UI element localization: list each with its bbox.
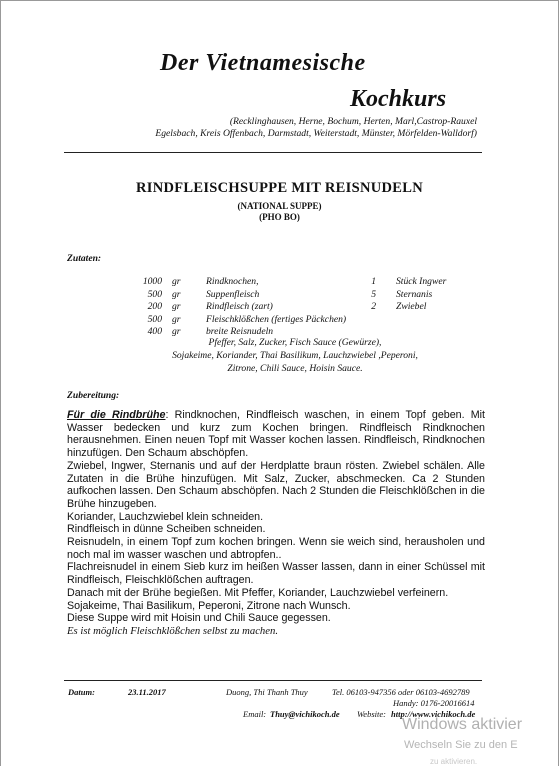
telephone: Tel. 06103-947356 oder 06103-4692789: [332, 687, 470, 697]
prep-paragraph: Diese Suppe wird mit Hoisin und Chili Sauce gegessen.: [67, 612, 331, 625]
prep-paragraph: [67, 409, 485, 460]
prep-paragraph: Koriander, Lauchzwiebel klein schneiden.: [67, 510, 264, 523]
ingredient-qty: 500: [147, 314, 162, 325]
spice-qty: 5: [371, 289, 376, 300]
spice-qty: 2: [371, 301, 376, 312]
locations-line-1: (Recklinghausen, Herne, Bochum, Herten, Marl,Castrop-Rauxel: [229, 116, 477, 127]
seasonings: [130, 336, 460, 375]
windows-activation-hint-2: zu aktivieren.: [430, 757, 478, 766]
windows-activation-hint: Wechseln Sie zu den E: [404, 739, 518, 751]
header-divider: [64, 152, 482, 153]
spice-name: Stück Ingwer: [396, 276, 447, 287]
locations: [155, 116, 477, 139]
ingredient-unit: gr: [172, 289, 181, 300]
seasonings-line-1: Pfeffer, Salz, Zucker, Fisch Sauce (Gewürze),: [208, 337, 382, 348]
prep-paragraph: Rindfleisch in dünne Scheiben schneiden.: [67, 523, 266, 536]
ingredient-unit: gr: [172, 326, 181, 337]
ingredient-qty: 400: [147, 326, 162, 337]
preparation-text: [67, 409, 485, 638]
website-link[interactable]: http://www.vichikoch.de: [391, 709, 476, 719]
spice-name: Zwiebel: [396, 301, 427, 312]
prep-paragraph-text: : Rindknochen, Rindfleisch waschen, in einem Topf geben. Mit Wasser bedecken und kurz zum Kochen bringen. Rindfleisch Rindknochen herausnehmen. Einen neuen Topf mit Wasser kochen lassen. Rindfleisch, Rindknochen hinzufügen. Den Schaum abschöpfen.: [67, 409, 486, 460]
prep-paragraph: Sojakeime, Thai Basilikum, Peperoni, Zitrone nach Wunsch.: [67, 599, 351, 612]
spice-qty: 1: [371, 276, 376, 287]
footer-divider: [64, 680, 482, 681]
spice-name: Sternanis: [396, 289, 433, 300]
ingredient-qty: 1000: [142, 276, 162, 287]
ingredient-name: Fleischklößchen (fertiges Päckchen): [206, 314, 347, 325]
recipe-title: RINDFLEISCHSUPPE MIT REISNUDELN: [135, 180, 423, 196]
page-border-top: [0, 0, 559, 1]
locations-line-2: Egelsbach, Kreis Offenbach, Darmstadt, Weiterstadt, Münster, Mörfelden-Walldorf): [155, 127, 477, 139]
brand-line-2: Kochkurs: [350, 86, 447, 112]
mobile-phone: Handy: 0176-20016614: [393, 698, 475, 708]
date-value: 23.11.2017: [128, 687, 166, 697]
prep-paragraph: Flachreisnudel in einem Sieb kurz im heißen Wasser lassen, dann in einer Schüssel mit Rindfleisch, Fleischklößchen auftragen.: [67, 561, 485, 587]
ingredient-name: Rindknochen,: [206, 276, 259, 287]
page-border-left: [0, 0, 1, 766]
prep-paragraph: Danach mit der Brühe begießen. Mit Pfeffer, Koriander, Lauchzwiebel verfeinern.: [67, 586, 449, 599]
recipe-subtitle-2: (PHO BO): [259, 212, 300, 222]
ingredient-name: breite Reisnudeln: [206, 326, 274, 337]
ingredient-unit: gr: [172, 276, 181, 287]
ingredients-heading: Zutaten:: [67, 253, 102, 264]
seasonings-line-3: Zitrone, Chili Sauce, Hoisin Sauce.: [227, 363, 363, 374]
email-label: Email:: [243, 709, 267, 719]
date-label: Datum:: [68, 687, 95, 697]
ingredient-name: Suppenfleisch: [206, 289, 260, 300]
ingredient-name: Rindfleisch (zart): [206, 301, 273, 312]
prep-lead: Für die Rindbrühe: [67, 409, 166, 421]
email-link[interactable]: Thuy@vichikoch.de: [270, 709, 340, 719]
prep-paragraph: Reisnudeln, in einem Topf zum kochen bringen. Wenn sie weich sind, herausholen und noch mal im wasser waschen und abtropfen..: [67, 536, 485, 561]
ingredient-unit: gr: [172, 314, 181, 325]
ingredient-qty: 200: [147, 301, 162, 312]
windows-activation-watermark: Windows aktivier: [402, 716, 523, 733]
brand-line-1: Der Vietnamesische: [160, 50, 366, 76]
website-label: Website:: [357, 709, 386, 719]
prep-closing-note: Es ist möglich Fleischklößchen selbst zu machen.: [67, 624, 279, 637]
recipe-subtitle: (NATIONAL SUPPE): [237, 201, 322, 211]
ingredient-unit: gr: [172, 301, 181, 312]
author-name: Duong, Thi Thanh Thuy: [226, 687, 308, 697]
prep-paragraph: Zwiebel, Ingwer, Sternanis und auf der Herdplatte braun rösten. Zwiebel schälen. Alle Zutaten in die Brühe hinzufügen. Mit Salz, Zucker, abschmecken. Ca 2 Stunden aufkochen lassen. Den Schaum abschöpfen. Nach 2 Stunden die Fleischklößchen in die Brühe hinzugeben.: [67, 459, 485, 510]
preparation-heading: Zubereitung:: [67, 390, 120, 401]
ingredient-qty: 500: [147, 289, 162, 300]
seasonings-line-2: Sojakeime, Koriander, Thai Basilikum, Lauchzwiebel ,Peperoni,: [172, 350, 418, 361]
